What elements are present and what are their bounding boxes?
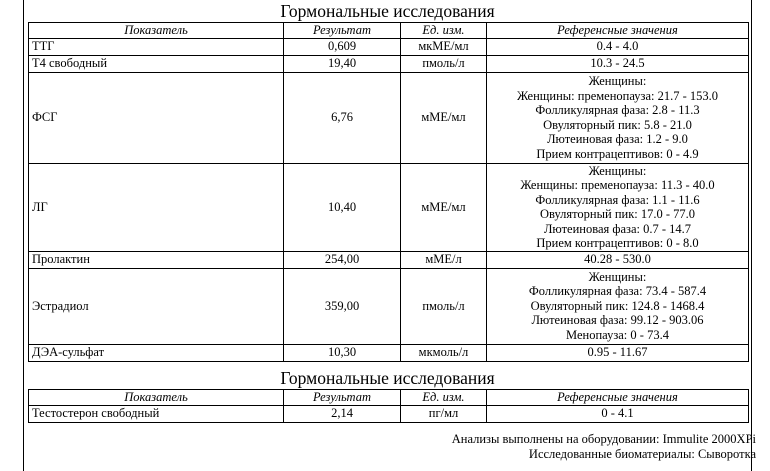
parameter-name: ДЭА-сульфат bbox=[29, 344, 284, 361]
section-title: Гормональные исследования bbox=[280, 368, 495, 388]
header-unit: Ед. изм. bbox=[401, 390, 487, 406]
table-row bbox=[29, 163, 749, 251]
parameter-name: ФСГ bbox=[29, 72, 284, 163]
equipment-note: Анализы выполнены на оборудовании: Immulite 2000XPi bbox=[451, 432, 756, 446]
table-header-row bbox=[29, 390, 749, 406]
result-value: 10,40 bbox=[284, 163, 401, 251]
result-value: 6,76 bbox=[284, 72, 401, 163]
header-unit: Ед. изм. bbox=[401, 23, 487, 39]
footer-note bbox=[452, 432, 756, 462]
parameter-name: Т4 свободный bbox=[29, 55, 284, 72]
unit: мкмоль/л bbox=[401, 344, 487, 361]
unit: пмоль/л bbox=[401, 55, 487, 72]
header-reference: Референсные значения bbox=[487, 23, 749, 39]
header-reference: Референсные значения bbox=[487, 390, 749, 406]
reference-range: 0.4 - 4.0 bbox=[487, 38, 749, 55]
result-value: 254,00 bbox=[284, 251, 401, 268]
testosterone-results-table bbox=[28, 389, 749, 423]
reference-range: 40.28 - 530.0 bbox=[487, 251, 749, 268]
result-value: 2,14 bbox=[284, 405, 401, 422]
parameter-name: Эстрадиол bbox=[29, 268, 284, 344]
result-value: 0,609 bbox=[284, 38, 401, 55]
unit: мМЕ/мл bbox=[401, 72, 487, 163]
table-header-row bbox=[29, 23, 749, 39]
unit: мМЕ/мл bbox=[401, 163, 487, 251]
parameter-name: Пролактин bbox=[29, 251, 284, 268]
reference-range: 0.95 - 11.67 bbox=[487, 344, 749, 361]
header-parameter: Показатель bbox=[29, 23, 284, 39]
hormone-results-table bbox=[28, 22, 749, 362]
reference-range: Женщины: Фолликулярная фаза: 73.4 - 587.4 Овуляторный пик: 124.8 - 1468.4 Лютеиновая фаза: 99.12 - 903.06 Менопауза: 0 - 73.4 bbox=[487, 268, 749, 344]
unit: пг/мл bbox=[401, 405, 487, 422]
reference-range: 0 - 4.1 bbox=[487, 405, 749, 422]
table-row bbox=[29, 251, 749, 268]
table-row bbox=[29, 55, 749, 72]
header-result: Результат bbox=[284, 23, 401, 39]
result-value: 10,30 bbox=[284, 344, 401, 361]
parameter-name: Тестостерон свободный bbox=[29, 405, 284, 422]
header-parameter: Показатель bbox=[29, 390, 284, 406]
unit: мМЕ/л bbox=[401, 251, 487, 268]
table-row bbox=[29, 72, 749, 163]
table-row bbox=[29, 405, 749, 422]
section-title: Гормональные исследования bbox=[280, 1, 495, 21]
unit: пмоль/л bbox=[401, 268, 487, 344]
biomaterial-note: Исследованные биоматериалы: Сыворотка bbox=[528, 447, 756, 461]
parameter-name: ТТГ bbox=[29, 38, 284, 55]
reference-range: Женщины: Женщины: пременопауза: 11.3 - 40.0 Фолликулярная фаза: 1.1 - 11.6 Овуляторный пик: 17.0 - 77.0 Лютеиновая фаза: 0.7 - 14.7 Прием контрацептивов: 0 - 8.0 bbox=[487, 163, 749, 251]
header-result: Результат bbox=[284, 390, 401, 406]
unit: мкМЕ/мл bbox=[401, 38, 487, 55]
parameter-name: ЛГ bbox=[29, 163, 284, 251]
reference-range: Женщины: Женщины: пременопауза: 21.7 - 153.0 Фолликулярная фаза: 2.8 - 11.3 Овуляторный пик: 5.8 - 21.0 Лютеиновая фаза: 1.2 - 9.0 Прием контрацептивов: 0 - 4.9 bbox=[487, 72, 749, 163]
result-value: 359,00 bbox=[284, 268, 401, 344]
result-value: 19,40 bbox=[284, 55, 401, 72]
table-row bbox=[29, 268, 749, 344]
table-row bbox=[29, 38, 749, 55]
table-row bbox=[29, 344, 749, 361]
reference-range: 10.3 - 24.5 bbox=[487, 55, 749, 72]
